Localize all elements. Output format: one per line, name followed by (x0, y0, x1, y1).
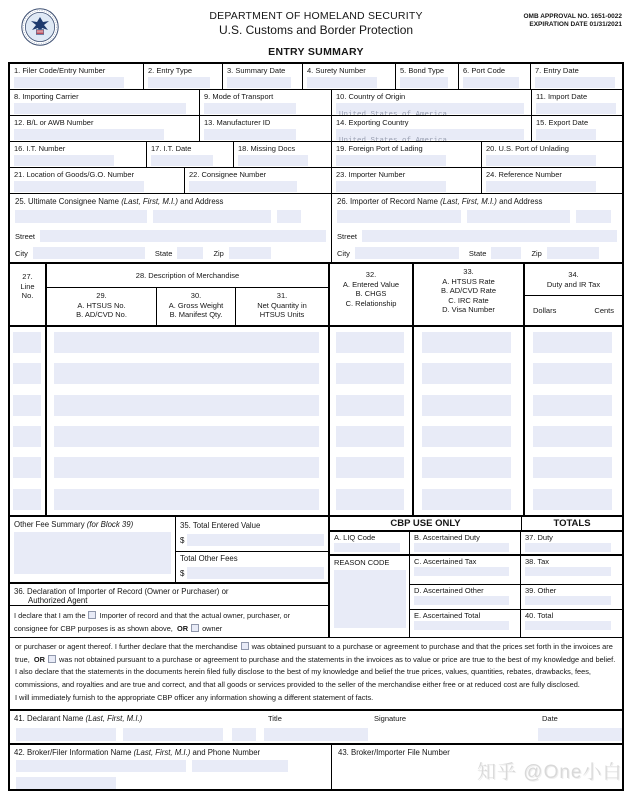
htsus-rate-input[interactable] (422, 332, 511, 353)
duty-tax-input[interactable] (533, 363, 612, 384)
importer-state-input[interactable] (491, 247, 521, 259)
field-2-label: 2. Entry Type (148, 66, 193, 75)
reason-code-label: REASON CODE (334, 558, 390, 567)
omb-number: OMB APPROVAL NO. 1651-0022 (523, 13, 622, 20)
field-24-label: 24. Reference Number (486, 170, 562, 179)
col-28-header: 28. Description of Merchandise (47, 264, 328, 288)
cbp-right-column (330, 517, 622, 637)
entered-value-input[interactable] (336, 426, 404, 447)
ascertained-total-cell (410, 610, 521, 637)
dollar-sign: $ (180, 568, 185, 578)
line-no-input[interactable] (13, 363, 41, 384)
description-input[interactable] (54, 363, 319, 384)
duty-total-input[interactable] (525, 543, 611, 552)
grand-total-input[interactable] (525, 621, 611, 630)
grand-total-cell (521, 610, 622, 637)
declaration-text-full: or purchaser or agent thereof. I further declare that the merchandise was obtained pursuant to a purchase or agreement to purchase and that the prices set forth in the invoices are true, OR was not obtained pursuant to a purchase or agreement to purchase and the statements in the invoices as to value or price are true to the best of my knowledge and belief. I also declare that the statements in the documents herein filed fully disclose to the best of my knowledge and belief the true prices, values, quantities, rebates, drawbacks, fees, commissions, and royalties and are true and correct, and that all goods or services provided to the seller of the merchandise either free or at reduced cost are fully disclosed. I will immediately furnish to the appropriate CBP officer any information showing a different statement of facts. (10, 638, 622, 711)
field-15-cell (532, 116, 622, 141)
manufacturer-id-input[interactable] (204, 129, 296, 140)
other-fee-summary-input[interactable] (14, 532, 171, 574)
field-14-cell (332, 116, 532, 141)
was-obtained-checkbox[interactable] (241, 642, 249, 650)
filer-code-input[interactable] (14, 77, 124, 88)
import-date-input[interactable] (536, 103, 616, 114)
duty-tax-input[interactable] (533, 332, 612, 353)
col-30-header: 30. A. Gross Weight B. Manifest Qty. (157, 288, 236, 325)
htsus-rate-input[interactable] (422, 489, 511, 510)
field-13-cell (200, 116, 332, 141)
declaration-text-left: I declare that I am the Importer of record and that the actual owner, purchaser, or consignee for CBP purposes is as shown above, OR owner (14, 611, 291, 633)
declaration-36-heading: 36. Declaration of Importer of Record (Owner or Purchaser) or Authorized Agent (10, 584, 328, 606)
bl-awb-number-input[interactable] (14, 129, 164, 140)
importing-carrier-input[interactable] (14, 103, 186, 114)
fee-cbp-section (10, 517, 622, 638)
field-35-label: 35. Total Entered Value (180, 521, 261, 530)
field-8-cell (10, 90, 200, 115)
field-4-label: 4. Surety Number (307, 66, 366, 75)
block-26-label: 26. Importer of Record Name (Last, First, M.I.) and Address (337, 197, 543, 206)
grand-total-label: 40. Total (525, 611, 554, 620)
field-4-cell (303, 64, 396, 89)
field-17-label: 17. I.T. Date (151, 144, 192, 153)
cents-label: Cents (594, 306, 614, 315)
it-number-input[interactable] (14, 155, 114, 166)
declaration-36-block (10, 584, 328, 638)
line-no-input[interactable] (13, 332, 41, 353)
ascertained-other-label: D. Ascertained Other (414, 586, 484, 595)
field-22-cell (185, 168, 332, 193)
owner-purchaser-checkbox[interactable] (191, 624, 199, 632)
importer-city-input[interactable] (355, 247, 459, 259)
ascertained-other-cell (410, 585, 521, 609)
surety-number-input[interactable] (307, 77, 377, 88)
country-of-origin-input[interactable] (336, 103, 524, 114)
ascertained-other-input[interactable] (414, 596, 509, 605)
us-port-unlading-input[interactable] (486, 155, 596, 166)
broker-phone-input[interactable] (192, 760, 288, 772)
declarant-mi-input[interactable] (232, 728, 256, 741)
signature-label: Signature (374, 714, 407, 723)
declarant-last-name-input[interactable] (16, 728, 116, 741)
consignee-state-label: State (154, 248, 173, 258)
reason-code-input[interactable] (334, 570, 406, 628)
broker-extra-input[interactable] (16, 777, 116, 789)
tax-total-label: 38. Tax (525, 557, 550, 566)
consignee-zip-label: Zip (213, 248, 224, 258)
duty-tax-input[interactable] (533, 426, 612, 447)
liq-code-input[interactable] (334, 543, 400, 552)
declarant-date-input[interactable] (538, 728, 622, 741)
merchandise-table-header (10, 264, 622, 327)
tax-total-cell (521, 556, 622, 584)
ascertained-duty-label: B. Ascertained Duty (414, 533, 480, 542)
duty-tax-input[interactable] (533, 489, 612, 510)
field-12-cell (10, 116, 200, 141)
form-title: ENTRY SUMMARY (268, 46, 364, 58)
description-input[interactable] (54, 395, 319, 416)
block-25-label: 25. Ultimate Consignee Name (Last, First, M.I.) and Address (15, 197, 224, 206)
importer-street-input[interactable] (362, 230, 617, 242)
consignee-state-input[interactable] (177, 247, 203, 259)
duty-tax-input[interactable] (533, 395, 612, 416)
liq-code-cell (330, 532, 410, 554)
importer-zip-input[interactable] (547, 247, 599, 259)
field-17-cell (147, 142, 234, 167)
declarant-name-label: 41. Declarant Name (Last, First, M.I.) (14, 714, 143, 723)
reference-number-input[interactable] (486, 181, 596, 192)
totals-header: TOTALS (553, 518, 591, 529)
line-no-input[interactable] (13, 489, 41, 510)
field-23-label: 23. Importer Number (336, 170, 406, 179)
field-18-cell (234, 142, 332, 167)
entered-value-input[interactable] (336, 395, 404, 416)
field-6-label: 6. Port Code (463, 66, 506, 75)
ascertained-duty-cell (410, 532, 521, 554)
field-11-cell (532, 90, 622, 115)
field-5-label: 5. Bond Type (400, 66, 445, 75)
form-row-25-26 (10, 194, 622, 264)
merchandise-table-body (10, 327, 622, 517)
consignee-mi-input[interactable] (277, 210, 301, 223)
importer-number-input[interactable] (336, 181, 446, 192)
other-total-label: 39. Other (525, 586, 557, 595)
ultimate-consignee-block (10, 194, 332, 262)
other-total-cell (521, 585, 622, 609)
field-1-cell (10, 64, 144, 89)
declarant-row (10, 711, 622, 745)
field-6-cell (459, 64, 531, 89)
importer-of-record-block (332, 194, 622, 262)
ascertained-duty-input[interactable] (414, 543, 509, 552)
export-date-input[interactable] (536, 129, 596, 140)
consignee-city-label: City (15, 248, 28, 258)
declarant-title-input[interactable] (264, 728, 368, 741)
col-27-header: 27. Line No. (10, 264, 47, 325)
other-fee-summary-cell (10, 517, 176, 582)
col-28-header-group (47, 264, 330, 325)
field-21-label: 21. Location of Goods/G.O. Number (14, 170, 135, 179)
total-entered-value-input[interactable] (187, 534, 324, 546)
other-total-input[interactable] (525, 596, 611, 605)
description-input[interactable] (54, 457, 319, 478)
tax-total-input[interactable] (525, 567, 611, 576)
fee-left-column (10, 517, 330, 637)
importer-zip-label: Zip (531, 248, 542, 258)
table-row (10, 452, 622, 483)
country-of-origin-value: United States of America (339, 111, 448, 115)
duty-tax-input[interactable] (533, 457, 612, 478)
field-16-cell (10, 142, 147, 167)
agency-line1: DEPARTMENT OF HOMELAND SECURITY (209, 10, 423, 22)
form-row-2 (10, 90, 622, 116)
ascertained-total-input[interactable] (414, 621, 509, 630)
field-12-label: 12. B/L or AWB Number (14, 118, 94, 127)
ascertained-tax-input[interactable] (414, 567, 509, 576)
field-14-label: 14. Exporting Country (336, 118, 409, 127)
consignee-street-input[interactable] (40, 230, 326, 242)
form-row-4 (10, 142, 622, 168)
col-31-header: 31. Net Quantity in HTSUS Units (257, 291, 307, 319)
importer-mi-input[interactable] (576, 210, 611, 223)
consignee-number-input[interactable] (189, 181, 297, 192)
importer-street-label: Street (337, 231, 358, 241)
duty-total-label: 37. Duty (525, 533, 553, 542)
was-not-obtained-checkbox[interactable] (48, 655, 56, 663)
field-5-cell (396, 64, 459, 89)
form-row-1 (10, 64, 622, 90)
field-3-cell (223, 64, 303, 89)
field-9-label: 9. Mode of Transport (204, 92, 274, 101)
declarant-first-name-input[interactable] (123, 728, 223, 741)
col-34-header: 34. Duty and IR Tax Dollars Cents (525, 264, 622, 325)
importer-of-record-checkbox[interactable] (88, 611, 96, 619)
consignee-city-input[interactable] (33, 247, 145, 259)
htsus-rate-input[interactable] (422, 426, 511, 447)
exporting-country-input[interactable] (336, 129, 524, 140)
omb-expiration: EXPIRATION DATE 01/31/2021 (529, 21, 622, 28)
line-no-input[interactable] (13, 395, 41, 416)
line-no-input[interactable] (13, 426, 41, 447)
entry-type-input[interactable] (148, 77, 210, 88)
field-3-label: 3. Summary Date (227, 66, 286, 75)
cbp-use-only-header: CBP USE ONLY (330, 517, 522, 530)
entry-date-input[interactable] (535, 77, 615, 88)
location-of-goods-input[interactable] (14, 181, 144, 192)
declaration-final-sentence: I will immediately furnish to the appropriate CBP officer any information showing a different statement of facts. (15, 693, 374, 703)
importer-last-name-input[interactable] (337, 210, 461, 223)
htsus-rate-input[interactable] (422, 363, 511, 384)
field-19-label: 19. Foreign Port of Lading (336, 144, 423, 153)
field-21-cell (10, 168, 185, 193)
entered-value-input[interactable] (336, 363, 404, 384)
htsus-rate-input[interactable] (422, 395, 511, 416)
field-20-label: 20. U.S. Port of Unlading (486, 144, 569, 153)
entered-value-input[interactable] (336, 489, 404, 510)
broker-importer-file-label: 43. Broker/Importer File Number (338, 748, 450, 757)
col-29-header: 29. A. HTSUS No. B. AD/CVD No. (47, 288, 157, 325)
ascertained-tax-cell (410, 556, 521, 584)
field-9-cell (200, 90, 332, 115)
entered-value-input[interactable] (336, 332, 404, 353)
form-row-3 (10, 116, 622, 142)
liq-code-label: A. LIQ Code (334, 533, 376, 542)
consignee-zip-input[interactable] (229, 247, 271, 259)
missing-docs-input[interactable] (238, 155, 308, 166)
watermark: 知乎 @One小白 (477, 762, 623, 783)
htsus-rate-input[interactable] (422, 457, 511, 478)
port-code-input[interactable] (463, 77, 519, 88)
ascertained-total-label: E. Ascertained Total (414, 611, 481, 620)
description-input[interactable] (54, 426, 319, 447)
field-22-label: 22. Consignee Number (189, 170, 267, 179)
field-18-label: 18. Missing Docs (238, 144, 296, 153)
description-input[interactable] (54, 332, 319, 353)
summary-date-input[interactable] (227, 77, 291, 88)
total-entered-value-cell (176, 517, 328, 582)
dollars-label: Dollars (533, 306, 557, 315)
broker-filer-cell (10, 745, 332, 789)
broker-filer-label: 42. Broker/Filer Information Name (Last, First, M.I.) and Phone Number (14, 748, 261, 757)
field-10-label: 10. Country of Origin (336, 92, 406, 101)
consignee-first-name-input[interactable] (153, 210, 271, 223)
importer-state-label: State (468, 248, 487, 258)
title-label: Title (268, 714, 282, 723)
date-label: Date (542, 714, 558, 723)
field-7-cell (531, 64, 622, 89)
form-body (8, 62, 624, 791)
field-7-label: 7. Entry Date (535, 66, 579, 75)
duty-total-cell (521, 532, 622, 554)
field-8-label: 8. Importing Carrier (14, 92, 79, 101)
importer-first-name-input[interactable] (467, 210, 570, 223)
table-row (10, 358, 622, 389)
col-32-header: 32. A. Entered Value B. CHGS C. Relationship (330, 264, 414, 325)
field-1-label: 1. Filer Code/Entry Number (14, 66, 106, 75)
total-other-fees-input[interactable] (187, 567, 324, 579)
field-20-cell (482, 142, 622, 167)
importer-city-label: City (337, 248, 350, 258)
dollar-sign: $ (180, 535, 185, 545)
bond-type-input[interactable] (400, 77, 448, 88)
field-13-label: 13. Manufacturer ID (204, 118, 271, 127)
field-10-cell (332, 90, 532, 115)
mode-of-transport-input[interactable] (204, 103, 296, 114)
table-row (10, 484, 622, 515)
field-23-cell (332, 168, 482, 193)
field-2-cell (144, 64, 223, 89)
exporting-country-value: United States of America (339, 137, 448, 141)
table-row (10, 390, 622, 421)
field-19-cell (332, 142, 482, 167)
omb-approval (524, 13, 623, 29)
field-15-label: 15. Export Date (536, 118, 589, 127)
ascertained-tax-label: C. Ascertained Tax (414, 557, 477, 566)
col-33-header: 33. A. HTSUS Rate B. AD/CVD Rate C. IRC Rate D. Visa Number (414, 264, 525, 325)
broker-name-input[interactable] (16, 760, 186, 772)
consignee-street-label: Street (15, 231, 36, 241)
other-fee-summary-label: Other Fee Summary (for Block 39) (14, 520, 134, 529)
description-input[interactable] (54, 489, 319, 510)
agency-line2: U.S. Customs and Border Protection (218, 23, 414, 37)
table-row (10, 327, 622, 358)
entered-value-input[interactable] (336, 457, 404, 478)
form-row-5 (10, 168, 622, 194)
consignee-last-name-input[interactable] (15, 210, 147, 223)
it-date-input[interactable] (151, 155, 213, 166)
line-no-input[interactable] (13, 457, 41, 478)
field-16-label: 16. I.T. Number (14, 144, 66, 153)
reason-code-cell (330, 556, 410, 637)
field-11-label: 11. Import Date (536, 92, 588, 101)
table-row (10, 421, 622, 452)
field-24-cell (482, 168, 622, 193)
total-other-fees-label: Total Other Fees (180, 554, 238, 563)
foreign-port-lading-input[interactable] (336, 155, 446, 166)
